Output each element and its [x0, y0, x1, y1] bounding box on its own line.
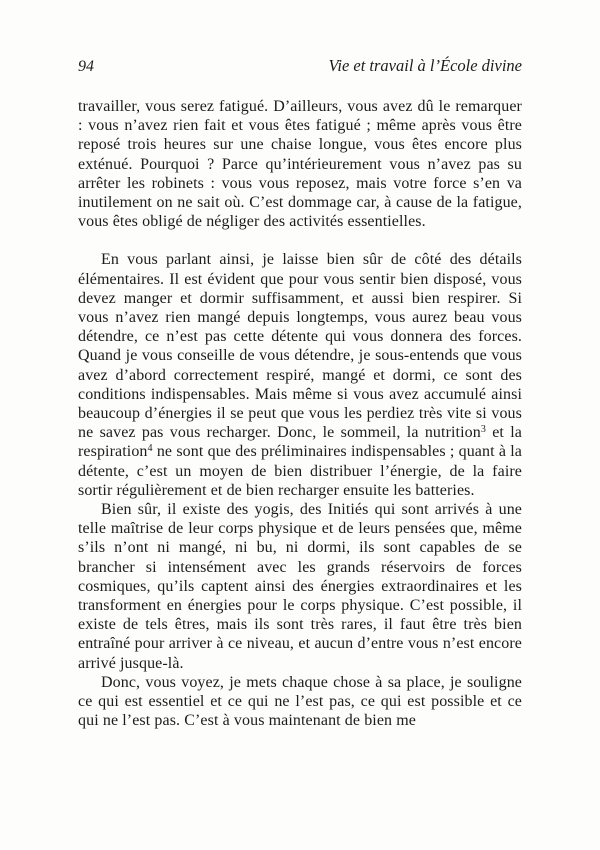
page-body: [78, 97, 522, 731]
text-run: et la respiration: [78, 424, 522, 461]
paragraph: [78, 500, 522, 673]
paragraph: [78, 673, 522, 731]
paragraph: [78, 250, 522, 500]
text-run: ne sont que des préliminaires indispensables ; quant à la détente, c’est un moyen de bien distribuer l’énergie, de la faire sortir régulièrement et de bien recharger ensuite les batteries.: [78, 443, 522, 499]
running-title: Vie et travail à l’École divine: [328, 56, 522, 75]
text-run: En vous parlant ainsi, je laisse bien sûr de côté des détails élémentaires. Il est évident que pour vous sentir bien disposé, vous devez manger et dormir suffisamment, et aussi bien respirer. Si vous n’avez rien mangé depuis longtemps, vous aurez beau vous détendre, ce n’est pas cette détente qui vous donnera des forces. Quand je vous conseille de vous détendre, je sous-entends que vous avez d’abord correctement respiré, mangé et dormi, ce sont des conditions indispensables. Mais même si vous avez accumulé ainsi beaucoup d’énergies il se peut que vous les perdiez très vite si vous ne savez pas vous recharger. Donc, le sommeil, la nutrition: [78, 251, 522, 442]
text-run: Donc, vous voyez, je mets chaque chose à sa place, je souligne ce qui est essentiel et ce qui ne l’est pas, ce qui est possible et ce qui ne l’est pas. C’est à vous maintenant de bien me: [78, 673, 522, 730]
page-number: 94: [78, 58, 94, 75]
page-inner: [78, 56, 522, 731]
page-header: [78, 56, 522, 76]
text-run: Bien sûr, il existe des yogis, des Initiés qui sont arrivés à une telle maîtrise de leur corps physique et de leurs pensées que, même s’ils n’ont ni mangé, ni bu, ni dormi, ils sont capables de se brancher si intensément avec les grands réservoirs de forces cosmiques, qu’ils captent ainsi des énergies extraordinaires et les transforment en énergies pour le corps physique. C’est possible, il existe de tels êtres, mais ils sont très rares, il faut être très bien entraîné pour arriver à ce niveau, et aucun d’entre vous n’est encore arrivé jusque-là.: [78, 501, 522, 672]
paragraph: [78, 97, 522, 231]
footnote-reference: 4: [147, 443, 153, 455]
text-run: travailler, vous serez fatigué. D’ailleurs, vous avez dû le remarquer : vous n’avez rien fait et vous êtes fatigué ; même après vous être reposé trois heures sur une chaise longue, vous êtes encore plus exténué. Pourquoi ? Parce qu’intérieurement vous n’avez pas su arrêter les robinets : vous vous reposez, mais votre force s’en va inutilement on ne sait où. C’est dommage car, à cause de la fatigue, vous êtes obligé de négliger des activités essentielles.: [78, 98, 522, 231]
footnote-reference: 3: [480, 424, 486, 436]
